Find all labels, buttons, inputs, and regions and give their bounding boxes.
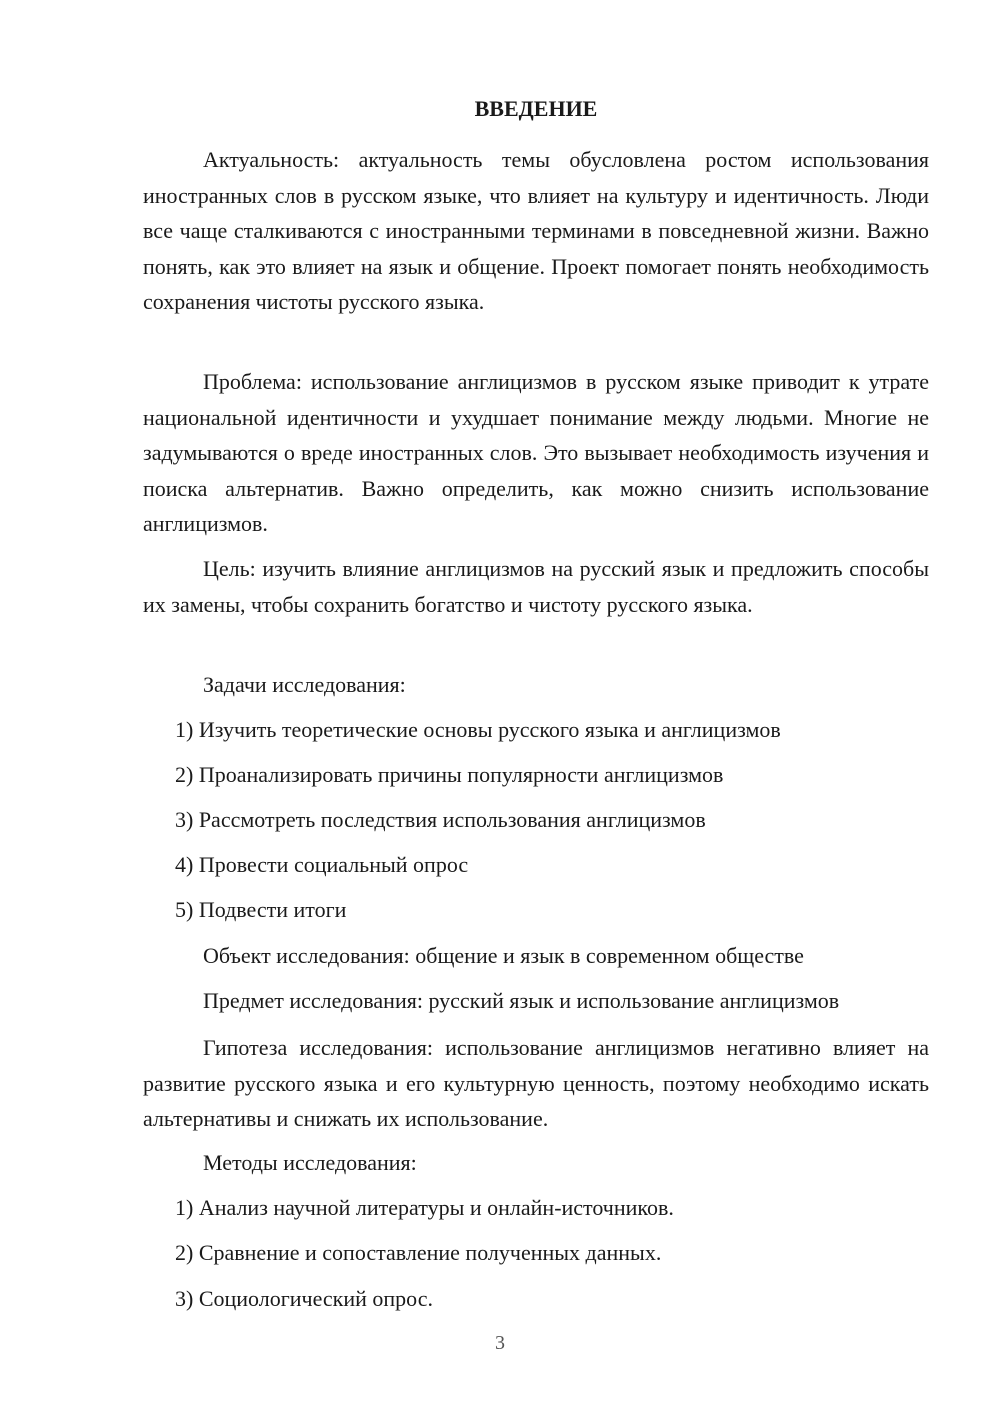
task-item: 5) Подвести итоги (175, 897, 347, 922)
task-item: 2) Проанализировать причины популярности англицизмов (175, 762, 724, 787)
object-line: Объект исследования: общение и язык в современном обществе (203, 943, 804, 968)
section-title: ВВЕДЕНИЕ (474, 96, 598, 121)
tasks-heading: Задачи исследования: (203, 672, 406, 697)
method-item: 3) Социологический опрос. (175, 1286, 433, 1311)
method-item: 1) Анализ научной литературы и онлайн-источников. (175, 1195, 674, 1220)
subject-line: Предмет исследования: русский язык и использование англицизмов (203, 988, 840, 1013)
methods-heading: Методы исследования: (203, 1150, 417, 1175)
relevance-paragraph: Актуальность: актуальность темы обусловлена ростом использования иностранных слов в русском языке, что влияет на культуру и идентичность. Люди все чаще сталкиваются с иностранными терминами в повседневной жизни. Важно понять, как это влияет на язык и общение. Проект помогает понять необходимость сохранения чистоты русского языка. (143, 147, 929, 314)
hypothesis-paragraph: Гипотеза исследования: использование англицизмов негативно влияет на развитие русского языка и его культурную ценность, поэтому необходимо искать альтернативы и снижать их использование. (143, 1035, 929, 1131)
goal-paragraph: Цель: изучить влияние англицизмов на русский язык и предложить способы их замены, чтобы сохранить богатство и чистоту русского языка. (143, 556, 929, 617)
task-item: 1) Изучить теоретические основы русского языка и англицизмов (175, 717, 781, 742)
task-item: 3) Рассмотреть последствия использования англицизмов (175, 807, 706, 832)
problem-paragraph: Проблема: использование англицизмов в русском языке приводит к утрате национальной идентичности и ухудшает понимание между людьми. Многие не задумываются о вреде иностранных слов. Это вызывает необходимость изучения и поиска альтернатив. Важно определить, как можно снизить использование англицизмов. (143, 369, 929, 536)
method-item: 2) Сравнение и сопоставление полученных данных. (175, 1240, 662, 1265)
page-number: 3 (495, 1332, 505, 1354)
task-item: 4) Провести социальный опрос (175, 852, 469, 877)
